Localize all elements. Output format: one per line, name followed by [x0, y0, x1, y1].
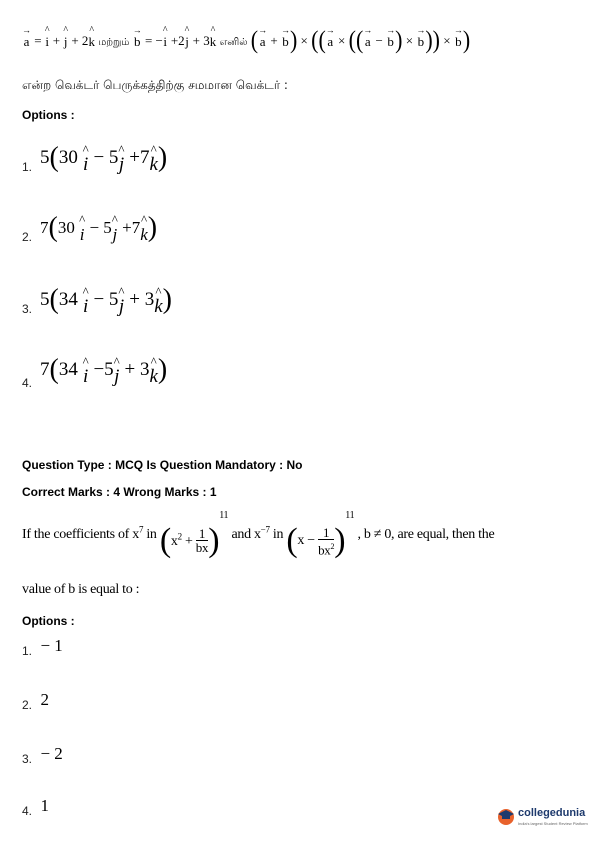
option-expression: 7(30 ^ i − 5 ^ j +7 ^ k ): [40, 212, 158, 244]
option-number: 2.: [22, 230, 33, 244]
q2-option-3[interactable]: [22, 744, 63, 766]
option-value: − 2: [40, 744, 63, 763]
q2-question-line2: value of b is equal to :: [22, 582, 140, 597]
q2-meta-type: Question Type : MCQ Is Question Mandatory : No: [22, 458, 303, 472]
option-expression: 7(34 ^ i −5 ^ j + 3 ^ k ): [40, 354, 168, 387]
q2-option-4[interactable]: [22, 796, 49, 818]
option-number: 3.: [22, 302, 33, 316]
option-number: 1.: [22, 160, 33, 174]
option-value: 1: [40, 796, 49, 815]
option-value: − 1: [40, 636, 63, 655]
option-number: 1.: [22, 644, 33, 658]
q2-option-2[interactable]: [22, 690, 49, 712]
brand-logo: [496, 804, 588, 830]
tamil-and: மற்றும்: [98, 37, 130, 48]
q1-options-label: Options :: [22, 108, 75, 122]
option-expression: 5(34 ^ i − 5 ^ j + 3 ^ k ): [40, 284, 172, 317]
tamil-enil: எனில்: [219, 37, 248, 48]
q1-question-text: என்ற வெக்டர் பெருக்கத்திற்கு சமமான வெக்டர் :: [22, 78, 288, 92]
option-number: 3.: [22, 752, 33, 766]
option-value: 2: [40, 690, 49, 709]
q2-meta-marks: Correct Marks : 4 Wrong Marks : 1: [22, 485, 217, 499]
option-number: 4.: [22, 804, 33, 818]
q2-options-label: Options :: [22, 614, 75, 628]
option-expression: 5(30 ^ i − 5 ^ j +7 ^ k ): [40, 142, 168, 175]
q2-option-1[interactable]: [22, 636, 63, 658]
option-number: 2.: [22, 698, 33, 712]
q1-statement: → a = ^ i + ^ j + 2 ^ k மற்றும் → b = − ^ i +2 ^ j + 3 ^ k எனில் ( → a + → b ) × (( → a × (( → a − → b ) × → b )) × → b ): [22, 25, 471, 54]
brand-name: collegedunia: [518, 807, 586, 819]
option-number: 4.: [22, 376, 33, 390]
graduate-cap-icon: [496, 806, 516, 826]
brand-tagline: India's largest Student Review Platform: [518, 821, 588, 826]
q2-statement: If the coefficients of $x^7$ in ($x^2$ + $\frac{1}{bx}$ )$^{11}$ and $x^{-7}$ in (x − $\frac{1}{bx^2}$ )$^{11}$ , b ≠ 0, are equal, then the: [22, 510, 495, 559]
